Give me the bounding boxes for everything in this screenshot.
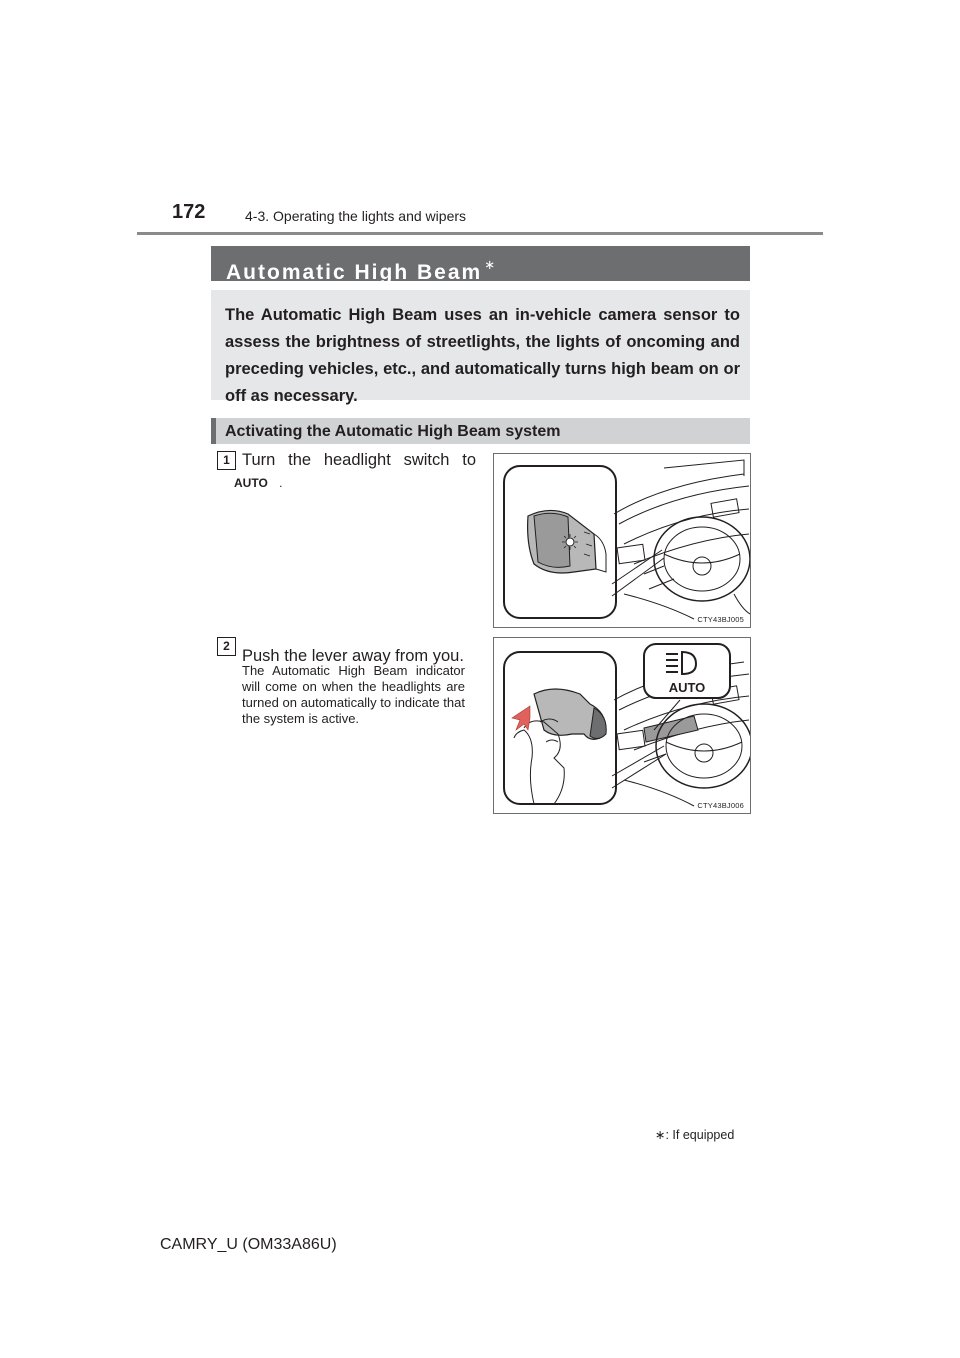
figure-1-code: CTY43BJ005 bbox=[697, 615, 744, 624]
page-number: 172 bbox=[172, 201, 206, 223]
auto-indicator-label: AUTO bbox=[668, 680, 706, 695]
step-2-text: Push the lever away from you. bbox=[242, 647, 464, 665]
figure-push-lever bbox=[493, 637, 751, 814]
subsection-heading: Activating the Automatic High Beam system bbox=[211, 418, 750, 444]
page-title-bar bbox=[211, 246, 750, 284]
header-rule bbox=[137, 232, 823, 235]
step-1-text: Turn the headlight switch to bbox=[242, 451, 476, 469]
section-title: 4-3. Operating the lights and wipers bbox=[245, 208, 467, 224]
headlight-switch-illustration bbox=[494, 454, 750, 627]
figure-2-code: CTY43BJ006 bbox=[697, 801, 744, 810]
equipped-footnote: ∗: If equipped bbox=[655, 1128, 735, 1142]
intro-box: The Automatic High Beam uses an in-vehicle camera sensor to assess the brightness of streetlights, the lights of oncoming and preceding vehicles, etc., and automatically turns high beam on or off as necessary. bbox=[211, 290, 750, 400]
step-1-number: 1 bbox=[217, 451, 236, 470]
equipped-mark: ∗ bbox=[484, 257, 496, 272]
manual-code-footer: CAMRY_U (OM33A86U) bbox=[160, 1236, 337, 1253]
push-lever-illustration bbox=[494, 638, 750, 813]
step-2-number: 2 bbox=[217, 637, 236, 656]
figure-headlight-switch bbox=[493, 453, 751, 628]
step-2-note: The Automatic High Beam indicator will come on when the headlights are turned on automatically to indicate that the system is active. bbox=[242, 663, 465, 726]
step-1-period: . bbox=[279, 476, 283, 490]
auto-symbol-text: AUTO bbox=[234, 476, 268, 490]
auto-symbol-inline bbox=[234, 476, 282, 490]
page-title: Automatic High Beam bbox=[226, 261, 483, 284]
